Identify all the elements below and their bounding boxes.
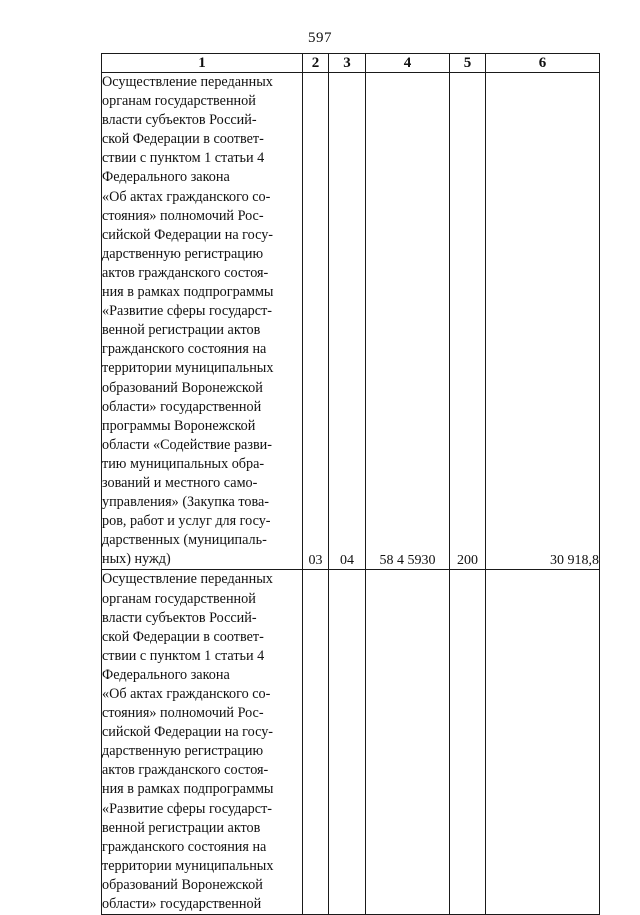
description-line: гражданского состояния на [102,341,267,358]
description-line: области» государственной [102,398,262,415]
column-header-1: 1 [102,54,303,73]
description-line: Осуществление переданных [102,74,273,90]
row-vr-code: 200 [450,73,486,570]
description-line: территории муниципальных [102,857,274,874]
row-pr-code [329,570,366,915]
description-line: дарственную регистрацию [102,743,264,760]
column-header-3: 3 [329,54,366,73]
description-line: ния в рамках подпрограммы [102,284,274,301]
row-csr-code [366,570,450,915]
description-line: «Развитие сферы государст- [102,303,272,320]
description-line: дарственных (муниципаль- [102,532,267,549]
description-line: стояния» полномочий Рос- [102,705,264,722]
description-line: Федерального закона [102,169,230,186]
table-row [102,570,600,915]
description-line: Федерального закона [102,666,230,683]
row-amount [486,570,600,915]
row-pr-code: 04 [329,73,366,570]
description-line: власти субъектов Россий- [102,112,257,129]
row-description [102,73,303,570]
description-line: органам государственной [102,590,256,607]
description-line: ных) нужд) [102,551,171,568]
description-line: власти субъектов Россий- [102,609,257,626]
row-vr-code [450,570,486,915]
description-line: стояния» полномочий Рос- [102,207,264,224]
description-line: ния в рамках подпрограммы [102,781,274,798]
description-line: области «Содействие разви- [102,436,272,453]
description-line: актов гражданского состоя- [102,762,269,779]
description-line: венной регистрации актов [102,819,261,836]
description-line: «Об актах гражданского со- [102,188,271,205]
description-line: «Развитие сферы государст- [102,800,272,817]
description-line: образований Воронежской [102,379,263,396]
column-header-6: 6 [486,54,600,73]
row-csr-code: 58 4 5930 [366,73,450,570]
table-row [102,73,600,570]
description-line: управления» (Закупка това- [102,494,269,511]
description-line: ров, работ и услуг для госу- [102,513,271,530]
description-line: дарственную регистрацию [102,245,264,262]
row-amount: 30 918,8 [486,73,600,570]
description-line: органам государственной [102,93,256,110]
column-header-5: 5 [450,54,486,73]
description-line: зований и местного само- [102,474,258,491]
description-line: программы Воронежской [102,417,256,434]
description-line: венной регистрации актов [102,322,261,339]
row-rz-code: 03 [303,73,329,570]
column-header-4: 4 [366,54,450,73]
description-line: сийской Федерации на госу- [102,724,274,741]
description-line: ской Федерации в соответ- [102,131,264,148]
page-number: 597 [308,30,332,46]
description-line: гражданского состояния на [102,838,267,855]
description-line: Осуществление переданных [102,571,273,588]
description-line: образований Воронежской [102,876,263,893]
row-rz-code [303,570,329,915]
description-line: ствии с пунктом 1 статьи 4 [102,647,265,664]
description-line: ствии с пунктом 1 статьи 4 [102,150,265,167]
description-line: ской Федерации в соответ- [102,628,264,645]
budget-table [101,53,600,915]
description-line: области» государственной [102,896,262,913]
description-line: сийской Федерации на госу- [102,226,274,243]
description-line: территории муниципальных [102,360,274,377]
description-line: тию муниципальных обра- [102,455,265,472]
description-line: «Об актах гражданского со- [102,686,271,702]
table-header-row [102,54,600,73]
column-header-2: 2 [303,54,329,73]
row-description [102,570,303,915]
description-line: актов гражданского состоя- [102,264,269,281]
